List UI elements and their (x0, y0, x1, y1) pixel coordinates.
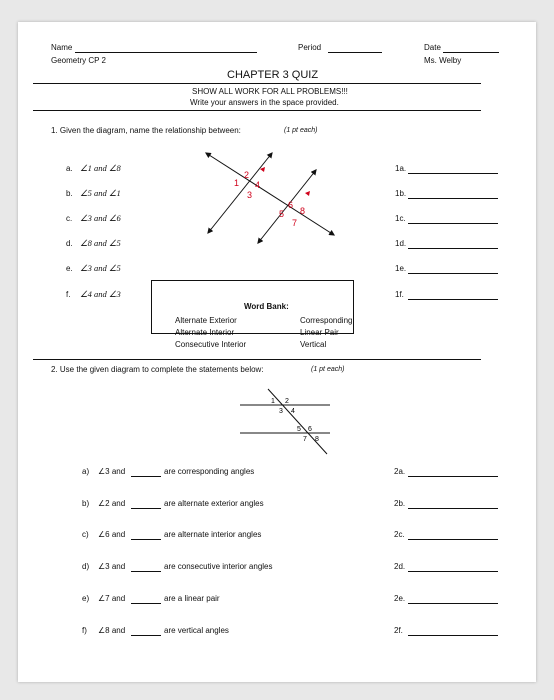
q2-fill-blank[interactable] (131, 508, 161, 509)
date-blank[interactable] (443, 52, 499, 53)
q2-item-letter: d) (82, 562, 90, 571)
q1-item-letter: e. (66, 264, 73, 273)
q1-transversal-diagram (200, 148, 340, 246)
q2-angle-label-5: 5 (297, 426, 301, 433)
q2-item-letter: b) (82, 499, 90, 508)
q2-answer-blank[interactable] (408, 539, 498, 540)
q2-fill-blank[interactable] (131, 539, 161, 540)
quiz-page (18, 22, 536, 682)
q1-answer-label: 1b. (395, 189, 407, 198)
q2-item-statement: are a linear pair (164, 594, 220, 603)
q2-points: (1 pt each) (311, 366, 345, 373)
word-bank-item: Corresponding (300, 316, 353, 325)
q1-item-angles: ∠3 and ∠5 (80, 263, 121, 273)
q2-fill-blank[interactable] (131, 571, 161, 572)
q2-item-statement: are alternate exterior angles (164, 499, 264, 508)
word-bank-item: Alternate Exterior (175, 316, 237, 325)
q1-answer-blank[interactable] (408, 248, 498, 249)
q2-item-angle: ∠3 and (98, 467, 126, 476)
word-bank-title: Word Bank: (244, 302, 289, 311)
q1-answer-label: 1c. (395, 214, 406, 223)
q2-angle-label-8: 8 (315, 436, 319, 443)
q2-fill-blank[interactable] (131, 603, 161, 604)
q1-item-angles: ∠1 and ∠8 (80, 163, 121, 173)
q2-answer-label: 2b. (394, 499, 406, 508)
q1-item-letter: f. (66, 290, 71, 299)
q2-item-letter: a) (82, 467, 90, 476)
q2-prompt: 2. Use the given diagram to complete the statements below: (51, 365, 264, 374)
q2-fill-blank[interactable] (131, 635, 161, 636)
q1-angle-label-7: 7 (292, 218, 298, 228)
period-label: Period (298, 43, 322, 52)
title-divider-bottom (33, 110, 481, 111)
instruction-write-answers: Write your answers in the space provided. (190, 98, 339, 107)
q2-answer-blank[interactable] (408, 571, 498, 572)
q1-prompt: 1. Given the diagram, name the relationship between: (51, 126, 241, 135)
title-divider-top (33, 83, 481, 84)
name-label: Name (51, 43, 73, 52)
quiz-title: CHAPTER 3 QUIZ (227, 69, 319, 81)
q1-parallel-line-1 (208, 153, 272, 233)
q1-transversal-line (206, 153, 334, 235)
period-blank[interactable] (328, 52, 382, 53)
q1-item-angles: ∠8 and ∠5 (80, 238, 121, 248)
q2-item-statement: are corresponding angles (164, 467, 255, 476)
q2-angle-label-7: 7 (303, 436, 307, 443)
q2-angle-label-1: 1 (271, 398, 275, 405)
q1-answer-blank[interactable] (408, 299, 498, 300)
q2-item-letter: c) (82, 530, 89, 539)
instruction-show-work: SHOW ALL WORK FOR ALL PROBLEMS!!! (192, 87, 348, 96)
q1-item-letter: b. (66, 189, 73, 198)
q2-answer-blank[interactable] (408, 635, 498, 636)
q2-item-statement: are consecutive interior angles (164, 562, 273, 571)
word-bank-item: Vertical (300, 340, 327, 349)
q1-answer-blank[interactable] (408, 198, 498, 199)
q2-answer-label: 2e. (394, 594, 406, 603)
teacher-name: Ms. Welby (424, 56, 462, 65)
q2-item-letter: f) (82, 626, 87, 635)
q1-angle-label-1: 1 (234, 178, 240, 188)
word-bank-item: Linear Pair (300, 328, 339, 337)
word-bank-item: Alternate Interior (175, 328, 235, 337)
q2-item-angle: ∠7 and (98, 594, 126, 603)
q2-answer-label: 2c. (394, 530, 405, 539)
q1-angle-label-4: 4 (255, 180, 261, 190)
q1-answer-blank[interactable] (408, 173, 498, 174)
q2-item-angle: ∠2 and (98, 499, 126, 508)
date-label: Date (424, 43, 441, 52)
q1-item-letter: a. (66, 164, 73, 173)
q2-answer-label: 2a. (394, 467, 406, 476)
q2-item-angle: ∠8 and (98, 626, 126, 635)
q2-item-statement: are vertical angles (164, 626, 229, 635)
section-divider (33, 359, 481, 360)
word-bank-item: Consecutive Interior (175, 340, 247, 349)
name-blank[interactable] (75, 52, 257, 53)
q2-transversal-line (268, 389, 327, 454)
q1-parallel-line-2 (258, 170, 316, 243)
q2-answer-blank[interactable] (408, 508, 498, 509)
q1-angle-label-8: 8 (300, 206, 306, 216)
q1-angle-label-2: 2 (244, 170, 250, 180)
q2-answer-label: 2f. (394, 626, 403, 635)
q1-angle-label-6: 6 (288, 200, 294, 210)
course-name: Geometry CP 2 (51, 56, 106, 65)
q2-item-angle: ∠3 and (98, 562, 126, 571)
q2-item-angle: ∠6 and (98, 530, 126, 539)
q1-answer-label: 1a. (395, 164, 407, 173)
q1-item-angles: ∠4 and ∠3 (80, 289, 121, 299)
q2-angle-label-3: 3 (279, 408, 283, 415)
q1-item-angles: ∠3 and ∠6 (80, 213, 121, 223)
q1-angle-label-5: 5 (279, 209, 285, 219)
q2-answer-blank[interactable] (408, 603, 498, 604)
q2-transversal-diagram (235, 388, 335, 456)
q2-answer-blank[interactable] (408, 476, 498, 477)
q1-answer-label: 1f. (395, 290, 404, 299)
q2-item-letter: e) (82, 594, 90, 603)
q2-answer-label: 2d. (394, 562, 406, 571)
q1-points: (1 pt each) (284, 127, 318, 134)
q2-fill-blank[interactable] (131, 476, 161, 477)
q1-item-letter: d. (66, 239, 73, 248)
q1-answer-blank[interactable] (408, 273, 498, 274)
q1-item-angles: ∠5 and ∠1 (80, 188, 121, 198)
q2-item-statement: are alternate interior angles (164, 530, 262, 539)
q2-angle-label-2: 2 (285, 398, 289, 405)
q1-item-letter: c. (66, 214, 73, 223)
q1-answer-blank[interactable] (408, 223, 498, 224)
q1-answer-label: 1e. (395, 264, 407, 273)
q2-angle-label-6: 6 (308, 426, 312, 433)
q2-angle-label-4: 4 (291, 408, 295, 415)
q1-angle-label-3: 3 (247, 190, 253, 200)
q1-answer-label: 1d. (395, 239, 407, 248)
